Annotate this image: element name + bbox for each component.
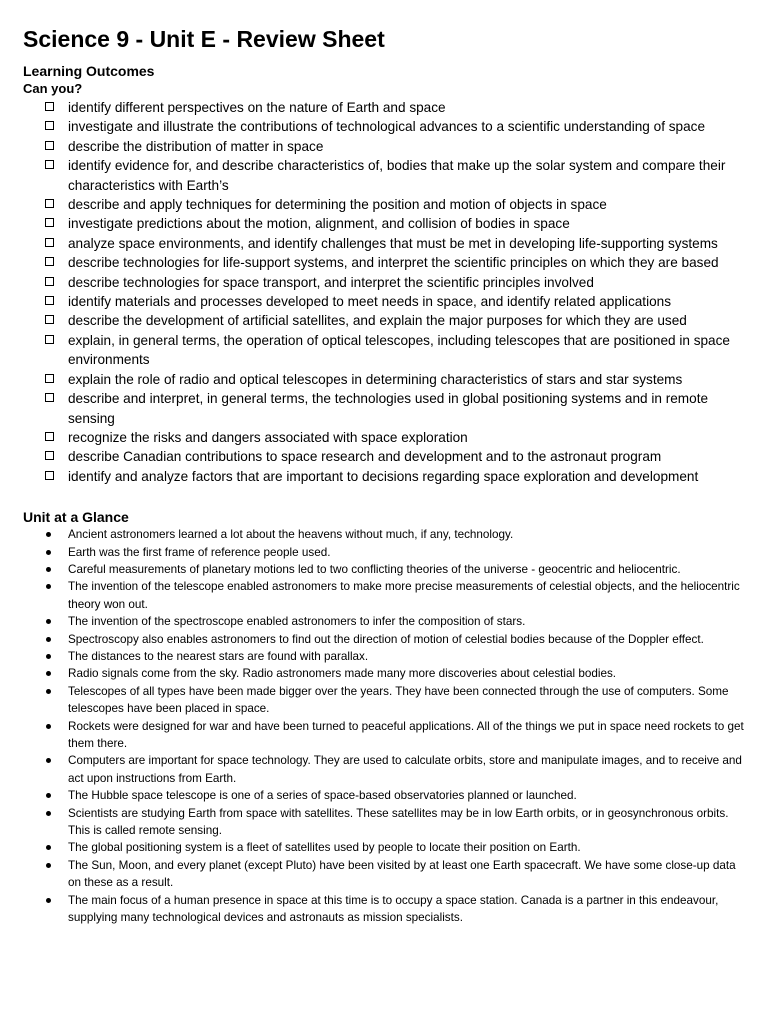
glance-bullet-item	[23, 857, 745, 892]
glance-bullet-item	[23, 787, 745, 804]
glance-bullet-text: Spectroscopy also enables astronomers to find out the direction of motion of celestial bodies because of the Doppler effect.	[68, 632, 704, 646]
glance-bullet-item	[23, 892, 745, 927]
checkbox-square-icon	[45, 121, 54, 130]
learning-outcome-text: identify and analyze factors that are important to decisions regarding space exploration and development	[68, 468, 699, 484]
bullet-dot-icon	[46, 689, 51, 694]
learning-outcome-text: describe Canadian contributions to space research and development and to the astronaut program	[68, 449, 662, 465]
glance-bullet-text: The distances to the nearest stars are found with parallax.	[68, 649, 369, 663]
learning-outcomes-heading: Learning Outcomes	[23, 63, 155, 79]
glance-bullet-text: Telescopes of all types have been made bigger over the years. They have been connected through the use of computers. Some telescopes have been placed in space.	[68, 684, 729, 716]
learning-outcome-item	[23, 389, 745, 428]
learning-outcome-text: investigate predictions about the motion, alignment, and collision of bodies in space	[68, 216, 570, 232]
learning-outcome-item	[23, 428, 745, 447]
learning-outcome-item	[23, 331, 745, 370]
checkbox-square-icon	[45, 471, 54, 480]
learning-outcome-item	[23, 467, 745, 486]
glance-bullet-item	[23, 578, 745, 613]
learning-outcome-text: explain the role of radio and optical telescopes in determining characteristics of stars and star systems	[68, 371, 683, 387]
bullet-dot-icon	[46, 793, 51, 798]
learning-outcome-item	[23, 447, 745, 466]
learning-outcome-text: describe the distribution of matter in space	[68, 138, 324, 154]
learning-outcome-item	[23, 311, 745, 330]
learning-outcome-text: describe and apply techniques for determining the position and motion of objects in space	[68, 197, 607, 213]
learning-outcome-item	[23, 292, 745, 311]
bullet-dot-icon	[46, 671, 51, 676]
bullet-dot-icon	[46, 637, 51, 642]
bullet-dot-icon	[46, 654, 51, 659]
glance-bullet-item	[23, 526, 745, 543]
learning-outcome-item	[23, 98, 745, 117]
checkbox-square-icon	[45, 257, 54, 266]
learning-outcomes-list	[23, 98, 745, 486]
learning-outcome-text: investigate and illustrate the contributions of technological advances to a scientific understanding of space	[68, 119, 706, 135]
learning-outcome-item	[23, 253, 745, 272]
learning-outcome-item	[23, 234, 745, 253]
bullet-dot-icon	[46, 550, 51, 555]
bullet-dot-icon	[46, 758, 51, 763]
bullet-dot-icon	[46, 567, 51, 572]
glance-bullet-text: The Hubble space telescope is one of a series of space-based observatories planned or launched.	[68, 789, 577, 803]
bullet-dot-icon	[46, 619, 51, 624]
unit-at-a-glance-list	[23, 526, 745, 926]
can-you-prompt: Can you?	[23, 81, 83, 96]
learning-outcome-item	[23, 195, 745, 214]
glance-bullet-text: Careful measurements of planetary motions led to two conflicting theories of the universe - geocentric and heliocentric.	[68, 562, 681, 576]
glance-bullet-item	[23, 561, 745, 578]
learning-outcome-text: explain, in general terms, the operation of optical telescopes, including telescopes that are positioned in space environments	[68, 332, 730, 368]
glance-bullet-text: The global positioning system is a fleet of satellites used by people to locate their position on Earth.	[68, 841, 581, 855]
learning-outcome-item	[23, 370, 745, 389]
glance-bullet-item	[23, 752, 745, 787]
learning-outcome-text: identify materials and processes developed to meet needs in space, and identify related applications	[68, 294, 672, 310]
glance-bullet-text: The invention of the spectroscope enabled astronomers to infer the composition of stars.	[68, 615, 526, 629]
glance-bullet-text: Rockets were designed for war and have been turned to peaceful applications. All of the things we put in space need rockets to get them there.	[68, 719, 744, 750]
glance-bullet-item	[23, 805, 745, 840]
checkbox-square-icon	[45, 141, 54, 150]
checkbox-square-icon	[45, 218, 54, 227]
learning-outcome-text: recognize the risks and dangers associated with space exploration	[68, 429, 468, 445]
learning-outcome-item	[23, 273, 745, 292]
glance-bullet-text: Radio signals come from the sky. Radio astronomers made many more discoveries about celestial bodies.	[68, 667, 617, 681]
checkbox-square-icon	[45, 199, 54, 208]
glance-bullet-text: Earth was the first frame of reference people used.	[68, 545, 331, 559]
bullet-dot-icon	[46, 845, 51, 850]
bullet-dot-icon	[46, 584, 51, 589]
learning-outcome-text: describe technologies for life-support systems, and interpret the scientific principles on which they are based	[68, 255, 719, 271]
checkbox-square-icon	[45, 432, 54, 441]
bullet-dot-icon	[46, 811, 51, 816]
glance-bullet-item	[23, 648, 745, 665]
glance-bullet-text: Computers are important for space technology. They are used to calculate orbits, store and manipulate images, and to receive and act upon instructions from Earth.	[68, 754, 742, 785]
bullet-dot-icon	[46, 863, 51, 868]
glance-bullet-item	[23, 665, 745, 682]
learning-outcome-text: describe and interpret, in general terms, the technologies used in global positioning systems and in remote sensing	[68, 391, 709, 426]
bullet-dot-icon	[46, 724, 51, 729]
glance-bullet-text: The main focus of a human presence in space at this time is to occupy a space station. Canada is a partner in this endeavour, supplying many technological devices and astronauts as mission specialists.	[68, 893, 719, 925]
glance-bullet-item	[23, 631, 745, 648]
checkbox-square-icon	[45, 451, 54, 460]
glance-bullet-item	[23, 683, 745, 718]
glance-bullet-item	[23, 718, 745, 753]
checkbox-square-icon	[45, 374, 54, 383]
glance-bullet-item	[23, 839, 745, 856]
glance-bullet-text: Ancient astronomers learned a lot about the heavens without much, if any, technology.	[68, 528, 514, 542]
checkbox-square-icon	[45, 277, 54, 286]
learning-outcome-item	[23, 156, 745, 195]
learning-outcome-item	[23, 117, 745, 136]
bullet-dot-icon	[46, 532, 51, 537]
checkbox-square-icon	[45, 393, 54, 402]
checkbox-square-icon	[45, 238, 54, 247]
learning-outcome-text: describe technologies for space transport, and interpret the scientific principles involved	[68, 274, 594, 290]
bullet-dot-icon	[46, 898, 51, 903]
glance-bullet-text: Scientists are studying Earth from space with satellites. These satellites may be in low Earth orbits, or in geosynchronous orbits. This is called remote sensing.	[68, 806, 729, 838]
page-title: Science 9 - Unit E - Review Sheet	[23, 26, 385, 52]
glance-bullet-text: The invention of the telescope enabled astronomers to make more precise measurements of celestial objects, and the heliocentric theory won out.	[68, 580, 740, 611]
learning-outcome-item	[23, 214, 745, 233]
learning-outcome-text: analyze space environments, and identify challenges that must be met in developing life-supporting systems	[68, 235, 718, 251]
checkbox-square-icon	[45, 160, 54, 169]
learning-outcome-text: describe the development of artificial satellites, and explain the major purposes for which they are used	[68, 313, 687, 329]
unit-at-a-glance-heading: Unit at a Glance	[23, 509, 129, 526]
glance-bullet-item	[23, 544, 745, 561]
learning-outcome-text: identify different perspectives on the nature of Earth and space	[68, 100, 446, 115]
glance-bullet-text: The Sun, Moon, and every planet (except Pluto) have been visited by at least one Earth spacecraft. We have some close-up data on these as a result.	[68, 858, 736, 890]
review-sheet-page	[23, 24, 745, 926]
checkbox-square-icon	[45, 335, 54, 344]
glance-bullet-item	[23, 613, 745, 630]
checkbox-square-icon	[45, 102, 54, 111]
learning-outcome-item	[23, 137, 745, 156]
learning-outcome-text: identify evidence for, and describe characteristics of, bodies that make up the solar system and compare their characteristics with Earth’s	[68, 158, 726, 193]
checkbox-square-icon	[45, 315, 54, 324]
checkbox-square-icon	[45, 296, 54, 305]
